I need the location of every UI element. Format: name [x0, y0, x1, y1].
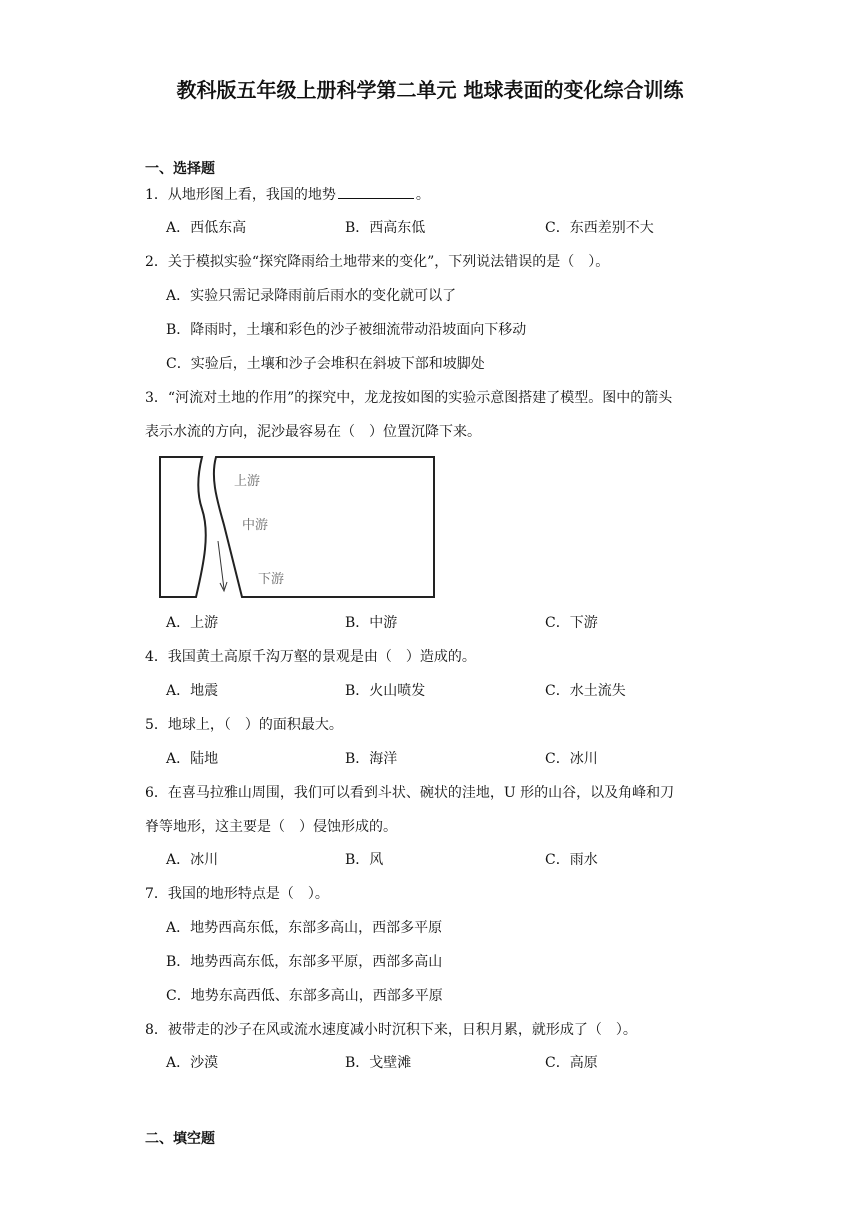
question-2: [145, 252, 609, 272]
option-a: A．地势西高东低，东部多高山，西部多平原: [166, 920, 443, 936]
question-number: 5．: [145, 717, 168, 733]
option-a: A．上游: [166, 615, 219, 631]
section-heading-fill: 二、填空题: [145, 1131, 215, 1147]
question-6: [145, 783, 674, 803]
question-number: 7．: [145, 886, 168, 902]
option-c: C．雨水: [545, 852, 598, 868]
option-b: B．戈壁滩: [345, 1055, 412, 1071]
question-6-continued: 脊等地形，这主要是（ ）侵蚀形成的。: [145, 819, 397, 835]
option-c: C．高原: [545, 1055, 598, 1071]
question-stem: 从地形图上看，我国的地势: [167, 187, 336, 203]
question-stem-end: 。: [415, 187, 430, 203]
option-b: B．海洋: [345, 751, 398, 767]
question-number: 1．: [145, 187, 168, 203]
question-stem: 被带走的沙子在风或流水速度减小时沉积下来，日积月累，就形成了（ ）。: [167, 1022, 637, 1038]
label-upstream: 上游: [234, 474, 261, 489]
option-c: C．水土流失: [545, 683, 626, 699]
option-a: A．冰川: [166, 852, 219, 868]
option-a: A．西低东高: [166, 220, 247, 236]
option-b: B．地势西高东低，东部多平原，西部多高山: [166, 954, 443, 970]
option-b: B．火山喷发: [345, 683, 426, 699]
question-3-continued: 表示水流的方向，泥沙最容易在（ ）位置沉降下来。: [145, 424, 481, 440]
left-bank: [160, 457, 206, 597]
question-3: [145, 388, 672, 408]
option-b: B．风: [345, 852, 384, 868]
question-number: 2．: [145, 254, 168, 270]
question-number: 3．: [145, 390, 168, 406]
option-c: C．实验后，土壤和沙子会堆积在斜坡下部和坡脚处: [166, 356, 485, 372]
question-number: 6．: [145, 785, 168, 801]
option-a: A．地震: [166, 683, 219, 699]
question-1: [145, 184, 430, 205]
section-heading-choice: 一、选择题: [145, 161, 215, 177]
option-b: B．西高东低: [345, 220, 426, 236]
question-4: [145, 647, 476, 667]
option-a: A．实验只需记录降雨前后雨水的变化就可以了: [166, 288, 457, 304]
question-stem: 我国的地形特点是（ ）。: [167, 886, 329, 902]
question-7: [145, 884, 329, 904]
question-stem: 地球上，（ ）的面积最大。: [167, 717, 343, 733]
question-stem: 在喜马拉雅山周围，我们可以看到斗状、碗状的洼地，U 形的山谷，以及角峰和刀: [167, 785, 675, 801]
option-b: B．降雨时，土壤和彩色的沙子被细流带动沿坡面向下移动: [166, 322, 527, 338]
label-downstream: 下游: [258, 572, 285, 587]
question-stem: 关于模拟实验“探究降雨给土地带来的变化”，下列说法错误的是（ ）。: [167, 254, 610, 270]
river-model-diagram: [158, 453, 438, 601]
option-a: A．沙漠: [166, 1055, 219, 1071]
question-5: [145, 715, 343, 735]
option-b: B．中游: [345, 615, 398, 631]
water-flow-arrow: [218, 541, 224, 589]
answer-blank: [338, 184, 414, 199]
label-midstream: 中游: [242, 518, 269, 533]
option-c: C．下游: [545, 615, 598, 631]
page-title: 教科版五年级上册科学第二单元 地球表面的变化综合训练: [176, 78, 684, 102]
question-8: [145, 1020, 637, 1040]
question-stem: 我国黄土高原千沟万壑的景观是由（ ）造成的。: [167, 649, 476, 665]
option-c: C．东西差别不大: [545, 220, 654, 236]
question-stem: “河流对土地的作用”的探究中，龙龙按如图的实验示意图搭建了模型。图中的箭头: [167, 390, 673, 406]
question-number: 8．: [145, 1022, 168, 1038]
option-a: A．陆地: [166, 751, 219, 767]
option-c: C．冰川: [545, 751, 598, 767]
question-number: 4．: [145, 649, 168, 665]
option-c: C．地势东高西低、东部多高山，西部多平原: [166, 988, 443, 1004]
